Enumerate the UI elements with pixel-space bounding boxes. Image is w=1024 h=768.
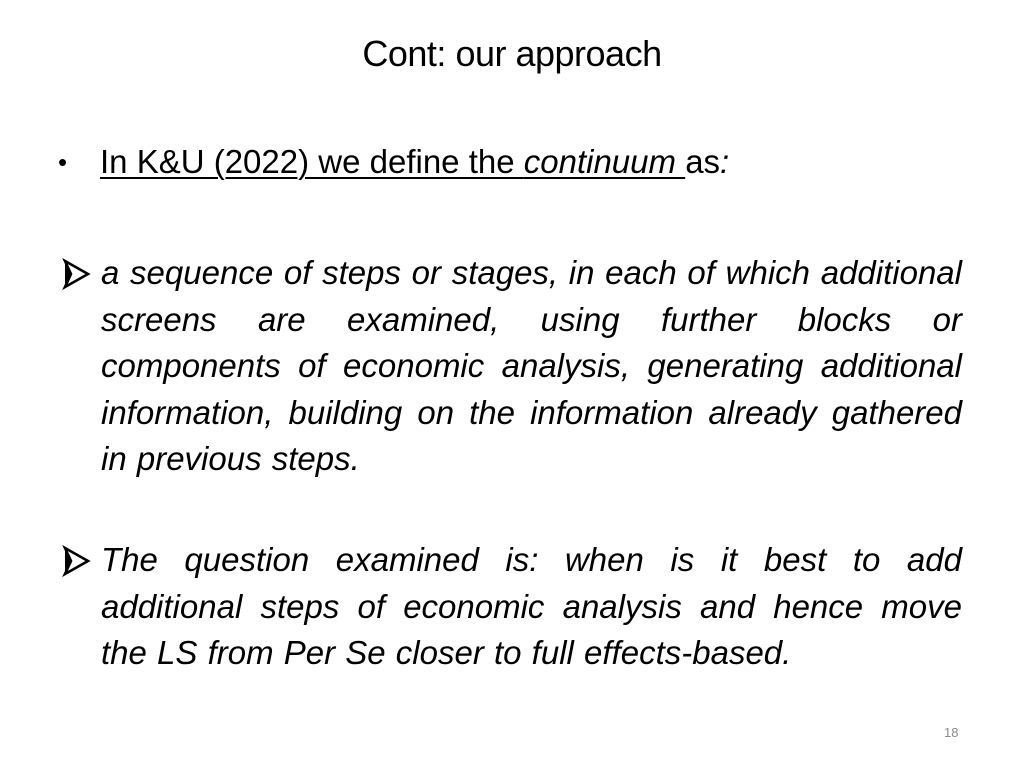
bullet-text-colon: :	[720, 143, 730, 180]
bullet-text-end: as	[685, 143, 721, 180]
sub-bullet-question	[60, 537, 962, 677]
main-bullet	[58, 140, 968, 184]
bullet-text-start: In K&U (2022) we define the	[100, 143, 524, 180]
main-bullet-text	[100, 140, 729, 184]
slide-title: Cont: our approach	[362, 33, 662, 74]
page-number: 18	[944, 725, 959, 740]
sub-bullet-text: a sequence of steps or stages, in each of which additional screens are examined, using further blocks or components of economic analysis, generating additional information, building on the information already gathered in previous steps.	[101, 254, 962, 477]
bullet-marker: •	[58, 147, 68, 177]
arrow-bullet-icon	[60, 258, 92, 290]
bullet-text-continuum: continuum	[523, 143, 686, 180]
arrow-bullet-icon	[60, 545, 92, 577]
sub-bullet-text: The question examined is: when is it best to add additional steps of economic analysis and hence move the LS from Per Se closer to full effects-based.	[101, 541, 962, 671]
sub-bullet-definition	[60, 250, 962, 483]
